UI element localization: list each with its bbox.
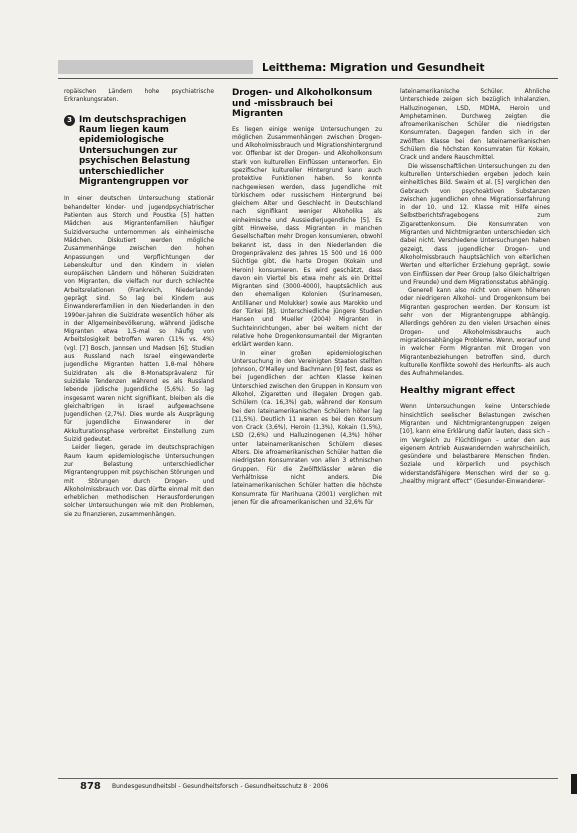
col3-paragraph-4: Wenn Untersuchungen keine Unterschiede hinsichtlich seelischer Belastungen zwischen Migranten und Nichtmigrantengruppen zeigen [10], kann eine Erklärung dafür lauten, dass sich – im Vergleich zu Flüchtlingen – unter den aus eigenem Antrieb Auswandernden wahrscheinlich, gesündere und belastbarere Menschen finden. Soziale und körperlich und psychisch widerstandsfähigere Menschen wird der so g. „healthy migrant effect“ (Gesunder-Einwanderer- [400, 404, 550, 486]
col2-paragraph-2: In einer großen epidemiologischen Untersuchung in den Vereinigten Staaten stellten Johnson, O'Malley und Bachmann [9] fest, dass es bei Jugendlichen der achten Klasse keinen Unterschied zwischen den Gruppen in Konsum von Alkohol, Zigaretten und illegalen Drogen gab. Schülern (ca. 16,3%) gab, während der Konsum bei den lateinamerikanischen Schülern höher lag (11,5%). Deutlich 11 waren es bei den Konsum von Crack (3,6%), Heroin (1,3%), Kokain (1,5%), LSD (2,6%) und Halluzinogenen (4,3%) höher unter lateinamerikanischen Schülern dieses Alters. Die afroamerikanischen Schüler hatten die niedrigsten Konsumraten von allen 3 ethnischen Gruppen. Für die Zwölftklässler wären die Verhältnisse nicht anders. Die lateinamerikanischen Schüler hatten die höchste Konsumrate für Marihuana (2001) verglichen mit jenen für die afroamerikanischen und 32,6% für [232, 350, 382, 506]
column-2 [232, 88, 382, 778]
column-1 [64, 88, 214, 768]
col1-intro-text: ropäischen Ländern hohe psychiatrische Erkrankungsraten. [64, 89, 214, 104]
col1-paragraph-1: In einer deutschen Untersuchung stationär behandelter kinder- und jugendpsychiatrischer Patienten aus Storch und Poustka [5] hatten Mädchen aus Migrantenfamilien häufiger Suizidversuche unternommen als einheimische Mädchen. Diskutiert werden mögliche Zusammenhänge zwischen den hohen Anpassungen und Verpflichtungen der Lebenskultur und den Kindern in vielen europäischen Ländern und höheren Suizidraten von Migranten, die vielfach nur durch schlechte Arbeitsrelationen (Frankreich, Niederlande) geprägt sind. So lag bei Kindern aus Einwandererfamilien in den Niederlanden in den 1990er-Jahren die Suizidrate wesentlich höher als in der Allgemeinbevölkerung, während jüdische Migranten etwa 1,5-mal so häufig von Arbeitslosigkeit betroffen waren (11% vs. 4%) (vgl. [7] Bosch, Jannsen und Madsen [6]; Studien aus Russland nach Israel eingewanderte jugendliche Migranten hatten 1,8-mal höhere Suizidraten als die 8-Monatsprävalenz für suizidale Tendenzen während es als Russland lebende jüdische Jugendliche (5,6%). So lag insgesamt waren nicht signifikant, bleiben als die gleichaltrigen in Israel aufgewachsene Jugendlichen (2,7%). Dies wurde als Ausprägung für jugendliche Einwanderer in der Akkulturationsphase verbreitet Einstellung zum Suizid gedeutet. [64, 196, 214, 444]
column-3 [400, 88, 550, 783]
running-header-title: Leitthema: Migration und Gesundheit [262, 62, 485, 74]
pull-quote-number-badge: 3 [64, 115, 75, 126]
header-shaded-bar [58, 60, 253, 74]
edge-tab-mark [571, 774, 577, 794]
section-heading-drogen: Drogen- und Alkoholkonsum und -missbrauch bei Migranten [232, 88, 373, 119]
header-rule [58, 78, 558, 79]
col1-paragraph-2: Leider liegen, gerade im deutschsprachigen Raum kaum epidemiologische Untersuchungen zur Belastung unterschiedlicher Migrantengruppen mit psychischen Störungen und mit Störungen durch Drogen- und Alkoholmissbrauch vor. Das dürfte einmal mit den erheblichen methodischen Herausforderungen solcher Untersuchungen wie mit den Problemen, sie zu finanzieren, zusammenhängen. [64, 445, 214, 518]
page-number: 878 [80, 781, 101, 792]
footer-rule [58, 778, 558, 779]
journal-citation: Bundesgesundheitsbl - Gesundheitsforsch - Gesundheitsschutz 8 · 2006 [112, 783, 329, 790]
col3-paragraph-3: Generell kann also nicht von einem höheren oder niedrigeren Alkohol- und Drogenkonsum bei Migranten gesprochen werden. Der Konsum ist sehr von der Migrantengruppe abhängig. Allerdings gehören zu den vielen Ursachen eines Drogen- und Alkoholmissbrauchs auch migrationsabhängige Probleme. Wenn, worauf und in welcher Form Migranten mit Drogen von Migrantenbeziehungen betroffen sind, durch kulturelle Konflikte sowohl des Herkunfts- als auch des Aufnahmelandes. [400, 288, 550, 378]
page-footer [40, 781, 560, 795]
pull-quote [64, 115, 214, 188]
col3-paragraph-2: Die wissenschaftlichen Untersuchungen zu den kulturellen Unterschieden ergeben jedoch kein einheitliches Bild. Swaim et al. [5] verglichen den Gebrauch von psychoaktiven Substanzen zwischen jugendlichen ohne Migrationserfahrung in der 10. und 12. Klasse mit Hilfe eines Selbstberichtsfragebogens zum Zigarettenkonsum. Die Konsumraten von Migranten und Nichtmigranten unterschieden sich dabei nicht. Verschiedene Untersuchungen haben gezeigt, dass jugendlicher Drogen- und Alkoholmissbrauch hauptsächlich von elterlichen Werten und elterlicher Erziehung geprägt, sowie von Einflüssen der Peer Group (also Gleichaltrigen und Freunde) und dem Migrationsstatus abhängig. [400, 163, 550, 286]
col3-paragraph-1: lateinamerikanische Schüler. Ähnliche Unterschiede zeigen sich bezüglich Inhalanzien, Halluzinogenen, LSD, MDMA, Heroin und Amphetaminen. Durchweg zeigten die afroamerikanischen Schüler die niedrigsten Konsumraten. Dagegen fanden sich in der zwölften Klasse bei den lateinamerikanischen Schülern die höchsten Konsumraten für Kokain, Crack und andere Rauschmittel. [400, 89, 550, 162]
pull-quote-text: Im deutschsprachigen Raum liegen kaum epidemiologische Untersuchungen zur psychischen Belastung unterschiedlicher Migrantengruppen vor [79, 114, 191, 188]
col2-paragraph-1: Es liegen einige wenige Untersuchungen zu möglichen Zusammenhängen zwischen Drogen- und Alkoholmissbrauch und Migrationshintergrund vor. Offenbar ist der Drogen- und Alkoholkonsum stark von kulturellen Einflüssen unterworfen. Ein spezifischer kultureller Hintergrund kann auch protektive Funktionen haben. So konnte nachgewiesen werden, dass Jugendliche mit türkischem oder russischem Hintergrund bei gleichem Alter und Geschlecht in Deutschland nach signifikant weniger Alkoholika als einheimische und Aussiedlerjugendliche [5]. Es gibt Hinweise, dass Migranten in manchen Gesellschaften mehr Drogen konsumieren, obwohl bekannt ist, dass in den Niederlanden die Drogenprävalenz des Jahres 15 500 und 16 000 Süchtige gibt, die harte Drogen (Kokain und Heroin) konsumieren. Es wird geschätzt, dass davon ein Viertel bis etwa mehr als ein Drittel Migranten sind (3000-4000), hauptsächlich aus den ehemaligen Kolonien (Surinamesen, Antillianer und Molukker) sowie aus Marokko und der Türkei [8]. Unterschiedliche jüngere Studien Hansen und Mueller (2004) Migranten in Suchteinrichtungen, aber bei weitem nicht der relative hohe Drogenkonsumanteil der Migranten erklärt werden kann. [232, 126, 382, 349]
section-heading-healthy-migrant: Healthy migrant effect [400, 386, 515, 397]
